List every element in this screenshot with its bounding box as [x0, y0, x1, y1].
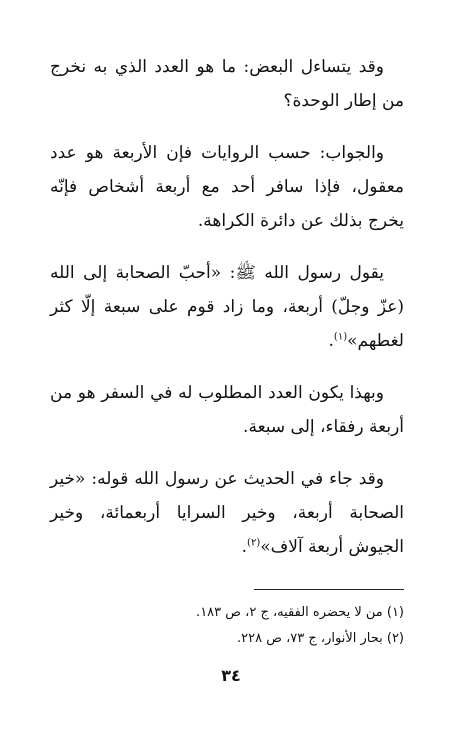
paragraph-end: . [241, 537, 248, 557]
footnote-divider [254, 589, 404, 590]
paragraph-question [50, 50, 404, 118]
paragraph-text: يقول رسول الله ﷺ: «أحبّ الصحابة إلى الله (عزّ وجلّ) أربعة، وما زاد قوم على سبعة إلّا كثر لغطهم» [50, 263, 404, 351]
paragraph-text: وقد جاء في الحديث عن رسول الله قوله: «خير الصحابة أربعة، وخير السرايا أربعمائة، وخير الجيوش أربعة آلاف» [50, 469, 404, 557]
main-text [50, 50, 404, 582]
footnote-ref: (٢) [247, 537, 261, 549]
paragraph-end: . [328, 331, 334, 351]
paragraph-text: وبهذا يكون العدد المطلوب له في السفر هو من أربعة رفقاء، إلى سبعة. [50, 383, 404, 437]
footnote-ref: (١) [333, 331, 348, 343]
paragraph-answer [50, 136, 404, 238]
footnote-item: (٢) بحار الأنوار، ج ٧٣، ص ٢٢٨. [237, 631, 404, 646]
footnotes [50, 600, 404, 652]
footnote-item: (١) من لا يحضره الفقيه، ج ٢، ص ١٨٣. [196, 605, 404, 620]
paragraph-hadith-two [50, 462, 404, 564]
paragraph-text: والجواب: حسب الروايات فإن الأربعة هو عدد معقول، فإذا سافر أحد مع أربعة أشخاص فإنّه يخرج بذلك عن دائرة الكراهة. [50, 143, 404, 231]
paragraph-text: وقد يتساءل البعض: ما هو العدد الذي به نخرج من إطار الوحدة؟ [50, 57, 404, 111]
paragraph-hadith-one [50, 256, 404, 358]
page-number: ٣٤ [221, 666, 241, 685]
paragraph-conclusion [50, 376, 404, 444]
